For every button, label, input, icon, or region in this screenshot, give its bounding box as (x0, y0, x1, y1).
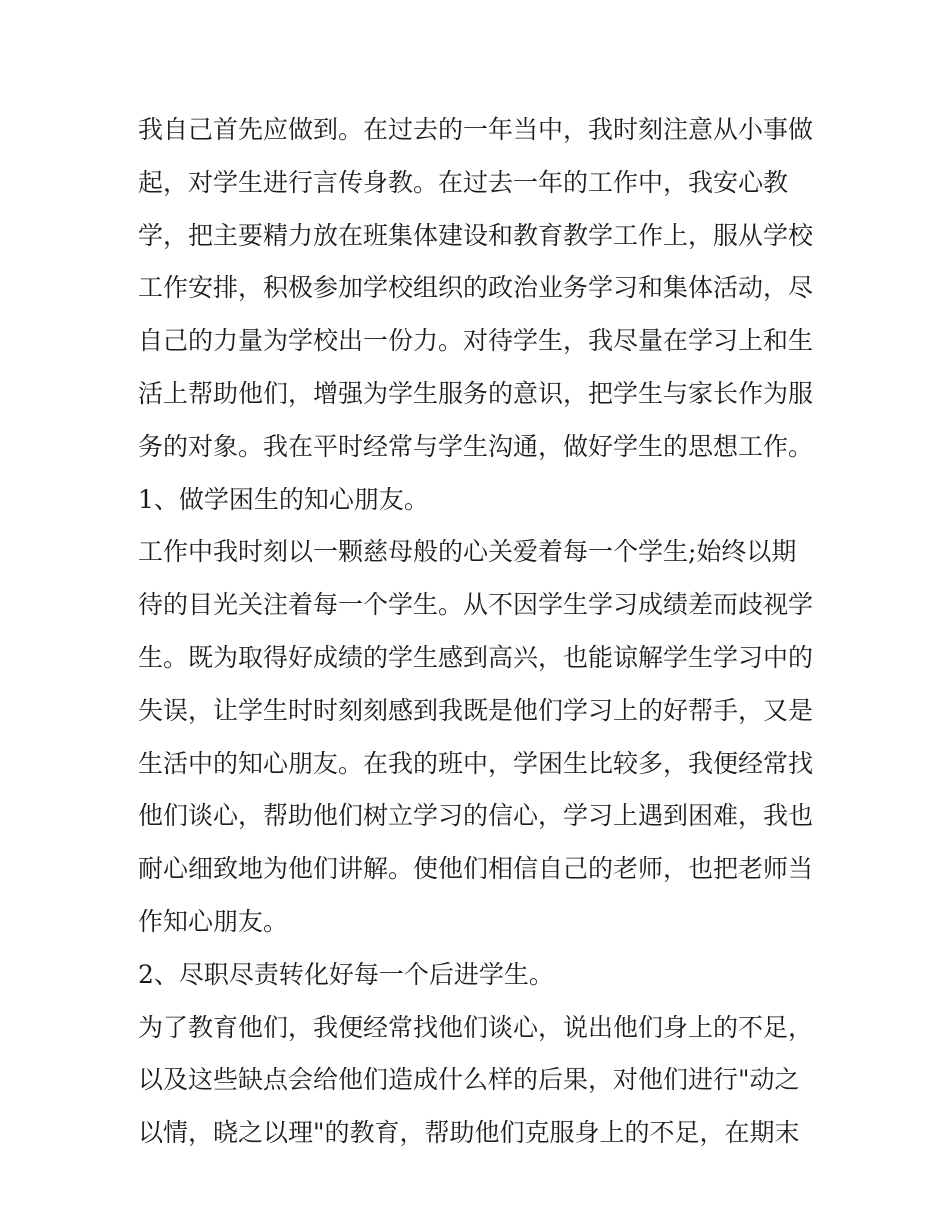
text-line-4: 工作安排，积极参加学校组织的政治业务学习和集体活动，尽 (138, 273, 814, 303)
section-heading-1: 1、做学困生的知心朋友。 (138, 484, 429, 514)
text-line-2: 起，对学生进行言传身教。在过去一年的工作中，我安心教 (138, 167, 789, 197)
text-line-3: 学，把主要精力放在班集体建设和教育教学工作上，服从学校 (138, 220, 814, 250)
text-line-5: 自己的力量为学校出一份力。对待学生，我尽量在学习上和生 (138, 326, 814, 356)
text-line-9: 工作中我时刻以一颗慈母般的心关爱着每一个学生;始终以期 (138, 537, 797, 567)
text-line-7: 务的对象。我在平时经常与学生沟通，做好学生的思想工作。 (138, 431, 814, 461)
text-line-13: 生活中的知心朋友。在我的班中，学困生比较多，我便经常找 (138, 748, 814, 778)
text-line-19: 以及这些缺点会给他们造成什么样的后果，对他们进行"动之 (138, 1065, 800, 1095)
text-line-16: 作知心朋友。 (138, 906, 289, 936)
text-line-15: 耐心细致地为他们讲解。使他们相信自己的老师，也把老师当 (138, 854, 814, 884)
text-line-11: 生。既为取得好成绩的学生感到高兴，也能谅解学生学习中的 (138, 642, 814, 672)
section-heading-2: 2、尽职尽责转化好每一个后进学生。 (138, 959, 554, 989)
text-line-12: 失误，让学生时时刻刻感到我既是他们学习上的好帮手，又是 (138, 695, 814, 725)
text-line-6: 活上帮助他们，增强为学生服务的意识，把学生与家长作为服 (138, 378, 814, 408)
text-line-10: 待的目光关注着每一个学生。从不因学生学习成绩差而歧视学 (138, 590, 814, 620)
text-line-20: 以情，晓之以理"的教育，帮助他们克服身上的不足，在期末 (138, 1118, 800, 1148)
text-line-18: 为了教育他们，我便经常找他们谈心，说出他们身上的不足， (138, 1012, 814, 1042)
body-text (138, 104, 818, 1160)
text-line-14: 他们谈心，帮助他们树立学习的信心，学习上遇到困难，我也 (138, 801, 814, 831)
text-line-1: 我自己首先应做到。在过去的一年当中，我时刻注意从小事做 (138, 115, 814, 144)
